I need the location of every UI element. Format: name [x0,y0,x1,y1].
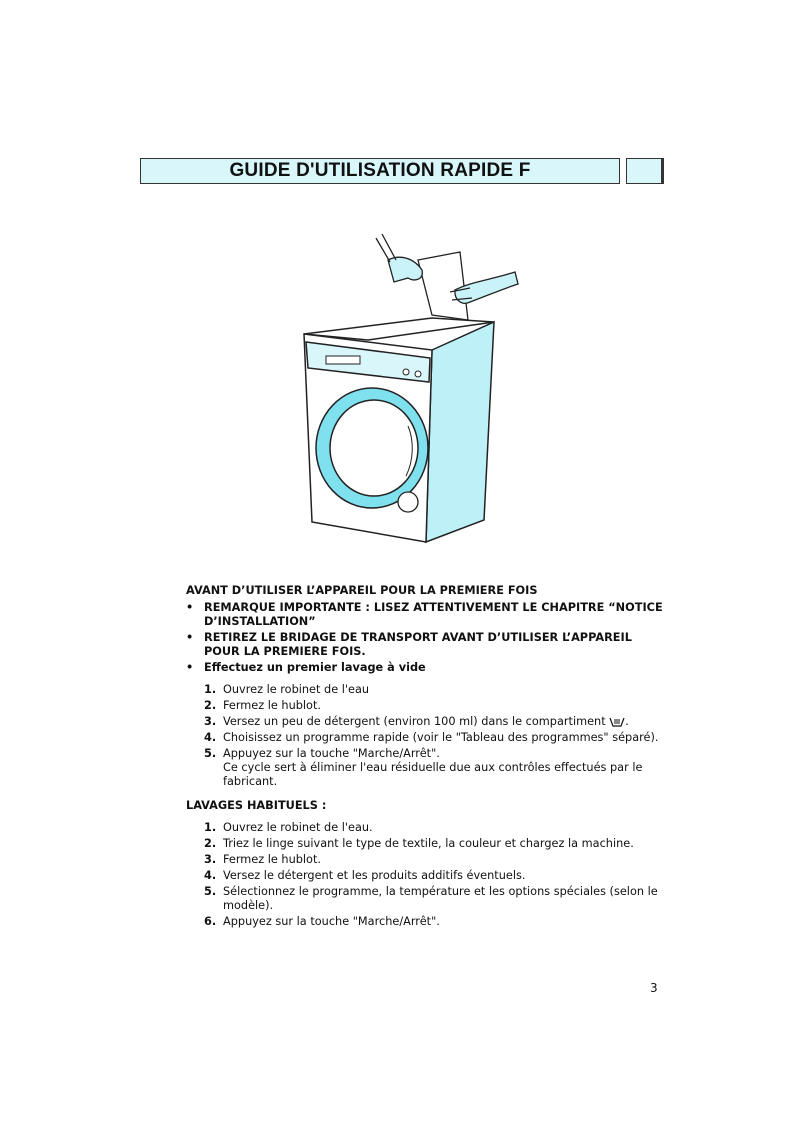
list-item: 1. Ouvrez le robinet de l'eau. [204,821,373,834]
porthole-door [316,388,428,508]
bullet-list [186,601,666,675]
list-item: 2. Triez le linge suivant le type de textile, la couleur et chargez la machine. [204,837,634,850]
list-item: 4. Versez le détergent et les produits additifs éventuels. [204,869,526,882]
section-title-regular-washes: LAVAGES HABITUELS : [186,799,327,812]
bullet-item: • REMARQUE IMPORTANTE : LISEZ ATTENTIVEMENT LE CHAPITRE “NOTICE D’INSTALLATION” [186,601,663,628]
bullet-icon: • [186,661,194,674]
regular-wash-steps [186,821,666,929]
page-title: GUIDE D'UTILISATION RAPIDE F [229,160,531,181]
list-item: 4. Choisissez un programme rapide (voir le "Tableau des programmes" séparé). [204,731,659,744]
detergent-compartment-icon [609,717,625,727]
list-item: 5. Sélectionnez le programme, la température et les options spéciales (selon le modèle). [204,885,658,912]
list-item: 2. Fermez le hublot. [204,699,321,712]
filter-cover-icon [398,492,418,512]
list-item: 1. Ouvrez le robinet de l'eau [204,683,370,696]
title-banner-side-box [626,158,664,184]
bullet-item: • RETIREZ LE BRIDAGE DE TRANSPORT AVANT D’UTILISER L’APPAREIL POUR LA PREMIERE FOIS. [186,631,632,658]
list-item: 6. Appuyez sur la touche "Marche/Arrêt". [204,915,440,928]
list-item: 5. Appuyez sur la touche "Marche/Arrêt". Ce cycle sert à éliminer l'eau résiduelle due aux contrôles effectués par le fabricant. [204,747,643,788]
section-title-first-use: AVANT D’UTILISER L’APPAREIL POUR LA PREMIERE FOIS [186,584,538,597]
step-note: Ce cycle sert à éliminer l'eau résiduelle due aux contrôles effectués par le fabricant. [223,761,643,788]
page-number: 3 [650,981,658,995]
bullet-icon: • [186,631,194,644]
hands-holding-manual-icon [376,234,518,320]
title-banner [140,158,620,184]
bullet-item: • Effectuez un premier lavage à vide [186,661,426,674]
list-item: 3. Versez un peu de détergent (environ 100 ml) dans le compartiment . [204,715,629,728]
first-use-steps [186,683,666,789]
list-item: 3. Fermez le hublot. [204,853,321,866]
instructions-text [186,584,666,931]
washing-machine-illustration [290,230,530,550]
bullet-icon: • [186,601,194,614]
